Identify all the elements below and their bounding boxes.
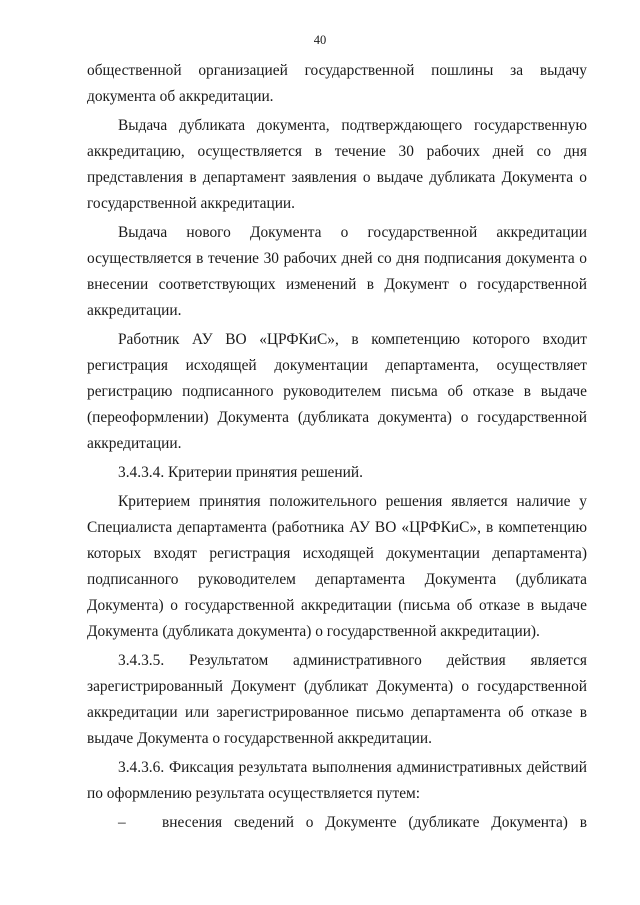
list-item xyxy=(87,810,587,836)
section-heading-3-4-3-4: 3.4.3.4. Критерии принятия решений. xyxy=(118,464,363,481)
paragraph-3-4-3-5: 3.4.3.5. Результатом административного действия является зарегистрированный Документ (дубликат Документа) о государственной аккредитации или зарегистрированное письмо департамента об отказе в выдаче Документа о государственной аккредитации. xyxy=(87,652,587,747)
paragraph-criteria: Критерием принятия положительного решения является наличие у Специалиста департамента (работника АУ ВО «ЦРФКиС», в компетенцию которых входят регистрация исходящей документации департамента) подписанного руководителем департамента Документа (дубликата Документа) о государственной аккредитации (письма об отказе в выдаче Документа (дубликата документа) о государственной аккредитации). xyxy=(87,493,587,640)
list-dash-marker: – xyxy=(118,814,126,831)
list-item-text: внесения сведений о Документе (дубликате Документа) в xyxy=(162,814,587,831)
page-number: 40 xyxy=(313,33,327,47)
paragraph-3-4-3-6: 3.4.3.6. Фиксация результата выполнения административных действий по оформлению результата осуществляется путем: xyxy=(87,759,587,802)
paragraph-2: Выдача дубликата документа, подтверждающего государственную аккредитацию, осуществляется в течение 30 рабочих дней со дня представления в департамент заявления о выдаче дубликата Документа о государственной аккредитации. xyxy=(87,117,587,212)
paragraph-3: Выдача нового Документа о государственной аккредитации осуществляется в течение 30 рабочих дней со дня подписания документа о внесении соответствующих изменений в Документ о государственной аккредитации. xyxy=(87,224,587,319)
paragraph-4: Работник АУ ВО «ЦРФКиС», в компетенцию которого входит регистрация исходящей документации департамента, осуществляет регистрацию подписанного руководителем письма об отказе в выдаче (переоформлении) Документа (дубликата документа) о государственной аккредитации. xyxy=(87,331,587,452)
paragraph-1: общественной организацией государственной пошлины за выдачу документа об аккредитации. xyxy=(87,62,587,105)
document-body xyxy=(87,58,587,836)
